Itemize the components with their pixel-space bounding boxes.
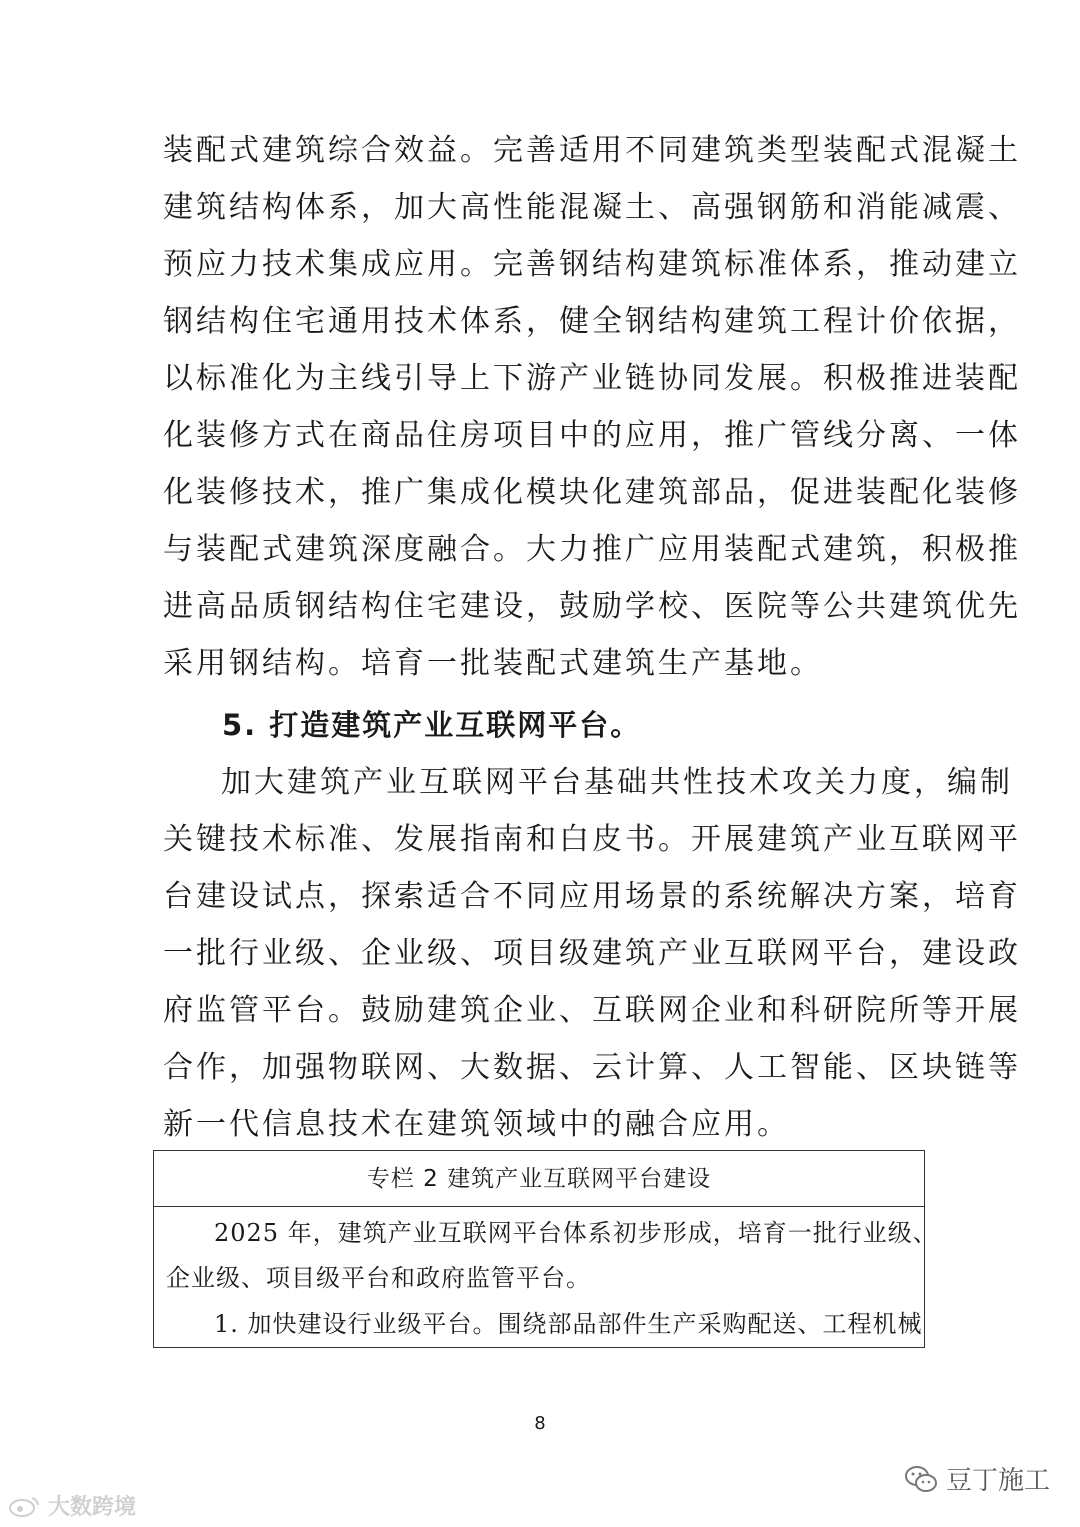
text-line: 关键技术标准、发展指南和白皮书。开展建筑产业互联网平 — [163, 822, 1021, 857]
wechat-icon — [904, 1464, 938, 1494]
column-box-title: 专栏 2 建筑产业互联网平台建设 — [154, 1151, 924, 1207]
watermark-left — [8, 1490, 136, 1521]
text-line: 府监管平台。鼓励建筑企业、互联网企业和科研院所等开展 — [163, 993, 1021, 1028]
text-line: 装配式建筑综合效益。完善适用不同建筑类型装配式混凝土 — [163, 133, 1021, 168]
column-box — [153, 1150, 938, 1348]
watermark-right-text: 豆丁施工 — [945, 1466, 1050, 1496]
text-line: 预应力技术集成应用。完善钢结构建筑标准体系，推动建立 — [163, 247, 1021, 282]
text-line: 建筑结构体系，加大高性能混凝土、高强钢筋和消能减震、 — [163, 190, 1021, 225]
text-line: 采用钢结构。培育一批装配式建筑生产基地。 — [163, 646, 823, 681]
watermark-right — [904, 1460, 1050, 1497]
text-line: 进高品质钢结构住宅建设，鼓励学校、医院等公共建筑优先 — [163, 589, 1021, 624]
text-line: 一批行业级、企业级、项目级建筑产业互联网平台，建设政 — [163, 936, 1021, 971]
text-line: 化装修方式在商品住房项目中的应用，推广管线分离、一体 — [163, 418, 1021, 453]
sina-weibo-icon — [8, 1494, 42, 1518]
watermark-left-text: 大数跨境 — [48, 1495, 137, 1520]
text-line: 合作，加强物联网、大数据、云计算、人工智能、区块链等 — [163, 1050, 1021, 1085]
text-line: 与装配式建筑深度融合。大力推广应用装配式建筑，积极推 — [163, 532, 1021, 567]
text-line: 加大建筑产业互联网平台基础共性技术攻关力度，编制 — [221, 765, 1013, 800]
box-text-line: 2025 年，建筑产业互联网平台体系初步形成，培育一批行业级、 — [214, 1219, 938, 1247]
text-line: 台建设试点，探索适合不同应用场景的系统解决方案，培育 — [163, 879, 1021, 914]
text-line: 新一代信息技术在建筑领域中的融合应用。 — [163, 1107, 790, 1142]
text-line: 化装修技术，推广集成化模块化建筑部品，促进装配化装修 — [163, 475, 1021, 510]
section-heading: 5. 打造建筑产业互联网平台。 — [222, 708, 642, 742]
text-line: 钢结构住宅通用技术体系，健全钢结构建筑工程计价依据， — [163, 304, 1021, 339]
text-line: 以标准化为主线引导上下游产业链协同发展。积极推进装配 — [163, 361, 1021, 396]
box-text-line: 1. 加快建设行业级平台。围绕部品部件生产采购配送、工程机械 — [214, 1310, 923, 1338]
page-number: 8 — [534, 1413, 546, 1434]
box-text-line: 企业级、项目级平台和政府监管平台。 — [166, 1264, 591, 1292]
